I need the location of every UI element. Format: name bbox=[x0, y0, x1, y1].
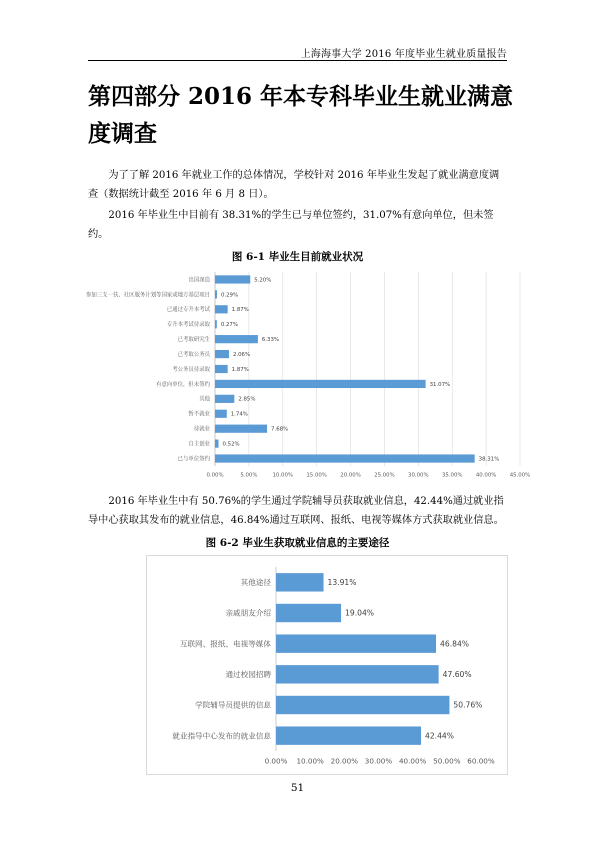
x-tick-label: 10.00% bbox=[296, 756, 324, 766]
category-label: 学院辅导员提供的信息 bbox=[195, 700, 271, 710]
bar bbox=[215, 410, 227, 418]
intro-paragraph: 为了了解 2016 年就业工作的总体情况，学校针对 2016 年毕业生发起了就业满意度调查（数据统计截至 2016 年 6 月 8 日）。 bbox=[88, 170, 500, 200]
data-label: 47.60% bbox=[442, 669, 472, 679]
category-label: 考公务员待录取 bbox=[172, 366, 210, 373]
data-label: 42.44% bbox=[425, 731, 454, 741]
x-tick-label: 0.00% bbox=[206, 472, 224, 479]
data-label: 38.31% bbox=[478, 456, 500, 463]
category-label: 参加三支一扶、社区服务计划等国家或地方基层项目 bbox=[86, 292, 210, 299]
x-tick-label: 25.00% bbox=[374, 472, 395, 479]
category-label: 互联网、报纸、电视等媒体 bbox=[179, 639, 271, 649]
bar bbox=[215, 290, 217, 298]
x-tick-label: 40.00% bbox=[398, 756, 427, 766]
data-label: 2.06% bbox=[232, 351, 251, 358]
category-label: 其他 bbox=[199, 396, 210, 403]
x-tick-label: 20.00% bbox=[330, 756, 359, 766]
category-label: 就业指导中心发布的就业信息 bbox=[172, 731, 271, 741]
x-tick-label: 50.00% bbox=[433, 756, 461, 766]
category-label: 已考取研究生 bbox=[177, 337, 210, 344]
info-source-paragraph: 2016 年毕业生中有 50.76%的学生通过学院辅导员获取就业信息，42.44%通过就业指导中心获取其发布的就业信息，46.84%通过互联网、报纸、电视等媒体方式获取就业信息。 bbox=[88, 496, 504, 526]
bar bbox=[215, 275, 250, 283]
data-label: 1.87% bbox=[231, 366, 249, 373]
data-label: 6.33% bbox=[261, 337, 280, 344]
data-label: 13.91% bbox=[327, 577, 357, 587]
x-tick-label: 20.00% bbox=[340, 472, 361, 479]
x-tick-label: 30.00% bbox=[408, 472, 429, 479]
page-number: 51 bbox=[290, 782, 305, 794]
data-label: 1.74% bbox=[230, 411, 248, 418]
bar bbox=[276, 726, 421, 744]
running-header: 上海海事大学 2016 年度毕业生就业质量报告 bbox=[300, 49, 507, 60]
category-label: 已考取公务员 bbox=[177, 351, 210, 358]
header-rule bbox=[88, 60, 507, 61]
data-label: 1.87% bbox=[231, 307, 249, 314]
bar bbox=[215, 350, 229, 358]
bar bbox=[215, 425, 267, 433]
data-label: 7.68% bbox=[271, 426, 289, 433]
x-tick-label: 10.00% bbox=[272, 472, 294, 479]
x-tick-label: 15.00% bbox=[306, 472, 327, 479]
employment-status-chart bbox=[86, 268, 531, 488]
bar bbox=[215, 395, 234, 403]
info-channels-chart bbox=[146, 555, 508, 775]
data-label: 2.85% bbox=[238, 396, 256, 403]
bar bbox=[215, 365, 228, 373]
x-tick-label: 5.00% bbox=[240, 472, 258, 479]
category-label: 其他途径 bbox=[240, 577, 271, 587]
data-label: 19.04% bbox=[345, 608, 375, 618]
data-label: 0.29% bbox=[220, 292, 239, 299]
x-tick-label: 0.00% bbox=[264, 756, 288, 766]
signing-paragraph: 2016 年毕业生中目前有 38.31%的学生已与单位签约，31.07%有意向单位，但未签约。 bbox=[88, 210, 494, 240]
data-label: 5.20% bbox=[254, 277, 272, 284]
bar bbox=[215, 305, 228, 313]
bar bbox=[276, 604, 341, 622]
category-label: 专升本考试待录取 bbox=[166, 322, 210, 329]
bar bbox=[276, 665, 439, 683]
x-tick-label: 35.00% bbox=[441, 472, 463, 479]
bar bbox=[215, 440, 219, 448]
category-label: 已通过专升本考试 bbox=[166, 307, 210, 314]
section-title: 第四部分 2016 年本专科毕业生就业满意度调查 bbox=[88, 83, 514, 147]
data-label: 31.07% bbox=[429, 381, 451, 388]
data-label: 0.27% bbox=[220, 322, 238, 329]
x-tick-label: 40.00% bbox=[475, 472, 497, 479]
x-tick-label: 30.00% bbox=[364, 756, 393, 766]
bar bbox=[276, 696, 449, 714]
bar bbox=[215, 454, 475, 462]
data-label: 50.76% bbox=[453, 700, 483, 710]
bar bbox=[215, 320, 217, 328]
x-tick-label: 60.00% bbox=[467, 756, 495, 766]
bar bbox=[215, 335, 258, 343]
data-label: 46.84% bbox=[440, 639, 470, 649]
category-label: 通过校园招聘 bbox=[225, 669, 271, 679]
category-label: 亲戚朋友介绍 bbox=[225, 608, 271, 618]
figure-6-2-caption: 图 6-2 毕业生获取就业信息的主要途径 bbox=[205, 537, 390, 549]
category-label: 出国深造 bbox=[188, 277, 210, 284]
bar bbox=[276, 634, 436, 652]
category-label: 自主创业 bbox=[188, 441, 210, 448]
bar bbox=[276, 573, 324, 591]
figure-6-1-caption: 图 6-1 毕业生目前就业状况 bbox=[231, 251, 364, 263]
bar bbox=[215, 380, 426, 388]
category-label: 待就业 bbox=[193, 426, 210, 433]
data-label: 0.52% bbox=[222, 441, 240, 448]
x-tick-label: 45.00% bbox=[509, 472, 531, 479]
category-label: 有意向单位，但未签约 bbox=[156, 381, 210, 388]
category-label: 暂不就业 bbox=[188, 411, 210, 418]
category-label: 已与单位签约 bbox=[177, 456, 210, 463]
